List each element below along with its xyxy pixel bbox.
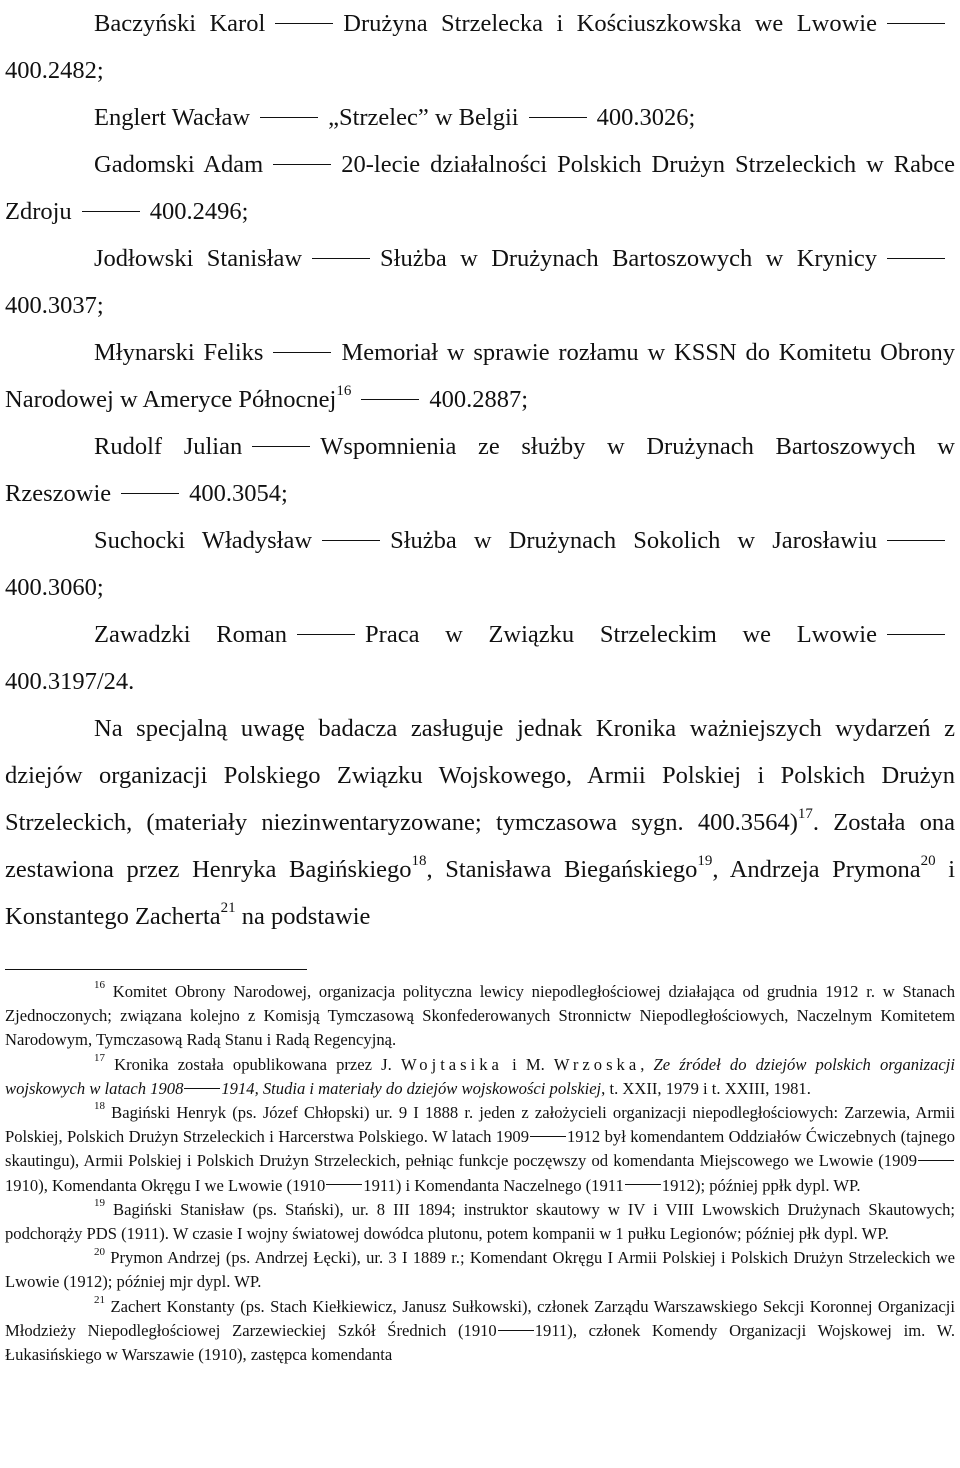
bibliography-entry: [5, 517, 955, 611]
em-dash: [273, 352, 331, 353]
bibliography-entry: [5, 423, 955, 517]
footnote-number: 18: [94, 1100, 105, 1113]
entry-signature: 400.3037;: [5, 292, 104, 319]
footnote-text: Komitet Obrony Narodowej, organizacja polityczna lewicy niepodległościowej działająca od grudnia 1912 r. w Stanach Zjednoczonych; związana kolejno z Komisją Tymczasową Skonfederowanych Stronnictw Niepodległościowych, Naczelnym Komitetem Narodowym, Tymczasową Radą Stanu i Radą Regencyjną.: [5, 982, 955, 1050]
entry-title: 20-lecie działalności Polskich Drużyn Strzeleckich w Rabce Zdroju: [5, 151, 955, 225]
footnote-text: , t. XXII, 1979 i t. XXIII, 1981.: [601, 1078, 811, 1098]
footnote-number: 16: [94, 979, 105, 992]
entry-title: Służba w Drużynach Sokolich w Jarosławiu: [390, 527, 877, 554]
em-dash: [184, 1088, 220, 1089]
footnote-19: [5, 1198, 955, 1246]
em-dash: [498, 1330, 534, 1331]
footnote-ref[interactable]: 18: [411, 852, 427, 869]
footnote-text: i M.: [502, 1054, 554, 1074]
entry-author: Englert Wacław: [94, 104, 251, 131]
paragraph-text: i Konstantego Zacherta: [5, 856, 956, 930]
entry-title: Drużyna Strzelecka i Kościuszkowska we Lwowie: [343, 10, 877, 37]
paragraph-text: Na specjalną uwagę badacza zasługuje jednak Kronika ważniejszych wydarzeń z dziejów organizacji Polskiego Związku Wojskowego, Armii Polskiej i Polskich Drużyn Strzeleckich, (materiały niezinwentaryzowane; tymczasowa sygn. 400.3564): [5, 715, 955, 836]
entry-signature: 400.2482;: [5, 57, 104, 84]
em-dash: [121, 493, 179, 494]
paragraph-text: . Została ona zestawiona przez Henryka Bagińskiego: [5, 809, 955, 883]
footnote-text: 1912 był komendantem Oddziałów Ćwiczebnych (tajnego skautingu), Armii Polskiej i Polskich Drużyn Strzeleckich, pełniąc funkcje poczęwszy od komendanta Miejscowego we Lwowie (1909: [5, 1127, 955, 1171]
body-paragraph: [5, 705, 955, 940]
footnote-text: Zachert Konstanty (ps. Stach Kiełkiewicz, Janusz Sułkowski), członek Zarządu Warszawskiego Sekcji Koronnej Organizacji Młodzieży Niepodległościowej Zarzewieckiej Szkół Średnich (1910: [5, 1296, 955, 1340]
entry-title: Memoriał w sprawie rozłamu w KSSN do Komitetu Obrony Narodowej w Ameryce Północnej: [5, 339, 955, 413]
entry-title: Służba w Drużynach Bartoszowych w Krynicy: [380, 245, 877, 272]
paragraph-text: , Stanisława Biegańskiego: [426, 856, 698, 883]
entry-author: Baczyński Karol: [94, 10, 266, 37]
footnotes: [5, 980, 955, 1367]
footnote-ref[interactable]: 19: [697, 852, 713, 869]
footnote-number: 21: [94, 1294, 105, 1307]
publication-title: Ze źródeł do dziejów polskich organizacji wojskowych w latach 1908: [5, 1054, 955, 1098]
bibliography-entry: [5, 329, 955, 423]
em-dash: [297, 634, 355, 635]
main-text: [5, 0, 955, 940]
footnote-text: 1912); później ppłk dypl. WP.: [661, 1175, 861, 1195]
em-dash: [273, 164, 331, 165]
entry-signature: 400.3054;: [189, 480, 288, 507]
footnote-number: 19: [94, 1197, 105, 1210]
paragraph-text: , Andrzeja Prymona: [712, 856, 921, 883]
bibliography-entry: [5, 141, 955, 235]
footnote-text: 1910), Komendanta Okręgu I we Lwowie (1910: [5, 1175, 326, 1195]
entry-title: Praca w Związku Strzeleckim we Lwowie: [365, 621, 877, 648]
em-dash: [322, 540, 380, 541]
paragraph-text: na podstawie: [235, 903, 371, 930]
em-dash: [82, 211, 140, 212]
entry-author: Młynarski Feliks: [94, 339, 264, 366]
footnote-text: 1911) i Komendanta Naczelnego (1911: [363, 1175, 624, 1195]
em-dash: [361, 399, 419, 400]
footnote-18: [5, 1101, 955, 1198]
author-name: Wojtasika: [400, 1054, 503, 1074]
em-dash: [326, 1184, 362, 1185]
footnote-text: Bagiński Henryk (ps. Józef Chłopski) ur. 9 I 1888 r. jeden z założycieli organizacji niepodległościowych: Zarzewia, Armii Polskiej, Polskich Drużyn Strzeleckich i Harcerstwa Polskiego. W latach 1909: [5, 1103, 955, 1147]
em-dash: [625, 1184, 661, 1185]
footnote-number: 17: [94, 1052, 105, 1065]
footnote-20: [5, 1246, 955, 1294]
footnote-text: Kronika została opublikowana przez J.: [105, 1054, 401, 1074]
entry-title: „Strzelec” w Belgii: [328, 104, 519, 131]
em-dash: [887, 23, 945, 24]
em-dash: [887, 258, 945, 259]
footnote-16: [5, 980, 955, 1053]
entry-signature: 400.3197/24.: [5, 668, 135, 695]
entry-author: Zawadzki Roman: [94, 621, 288, 648]
entry-signature: 400.3026;: [596, 104, 696, 131]
footnote-separator: [5, 969, 307, 970]
entry-author: Rudolf Julian: [94, 433, 243, 460]
footnote-ref[interactable]: 20: [920, 852, 936, 869]
footnote-number: 20: [94, 1245, 105, 1258]
publication-title: 1914, Studia i materiały do dziejów wojskowości polskiej: [221, 1078, 602, 1098]
footnote-text: 1911), członek Komendy Organizacji Wojskowej im. W. Łukasińskiego w Warszawie (1910), zastępca komendanta: [5, 1320, 955, 1365]
em-dash: [275, 23, 333, 24]
footnote-ref[interactable]: 21: [220, 899, 236, 916]
footnote-ref[interactable]: 16: [336, 382, 352, 399]
em-dash: [918, 1160, 954, 1161]
entry-signature: 400.3060;: [5, 574, 104, 601]
em-dash: [887, 634, 945, 635]
entry-author: Jodłowski Stanisław: [94, 245, 303, 272]
em-dash: [887, 540, 945, 541]
footnote-text: ,: [640, 1054, 654, 1074]
em-dash: [260, 117, 318, 118]
entry-signature: 400.2496;: [149, 198, 249, 225]
footnote-21: [5, 1295, 955, 1368]
bibliography-entry: [5, 94, 955, 141]
entry-signature: 400.2887;: [429, 386, 529, 413]
entry-author: Gadomski Adam: [94, 151, 264, 178]
em-dash: [312, 258, 370, 259]
entry-title: Wspomnienia ze służby w Drużynach Bartoszowych w Rzeszowie: [5, 433, 955, 507]
author-name: Wrzoska: [553, 1054, 641, 1074]
em-dash: [529, 117, 587, 118]
em-dash: [252, 446, 310, 447]
entry-author: Suchocki Władysław: [94, 527, 313, 554]
footnote-text: Prymon Andrzej (ps. Andrzej Łęcki), ur. 3 I 1889 r.; Komendant Okręgu I Armii Polskiej i Polskich Drużyn Strzeleckich we Lwowie (1912); później mjr dypl. WP.: [5, 1248, 955, 1292]
bibliography-entry: [5, 235, 955, 329]
bibliography-entry: [5, 0, 955, 94]
em-dash: [530, 1136, 566, 1137]
footnote-text: Bagiński Stanisław (ps. Stański), ur. 8 III 1894; instruktor skautowy w IV i VIII Lwowskich Drużynach Skautowych; podchorąży PDS (1911). W czasie I wojny światowej dowódca plutonu, potem kompanii w 1 pułku Legionów; później płk dypl. WP.: [5, 1199, 955, 1244]
footnote-ref[interactable]: 17: [797, 805, 813, 822]
bibliography-entry: [5, 611, 955, 705]
footnote-17: [5, 1053, 955, 1101]
